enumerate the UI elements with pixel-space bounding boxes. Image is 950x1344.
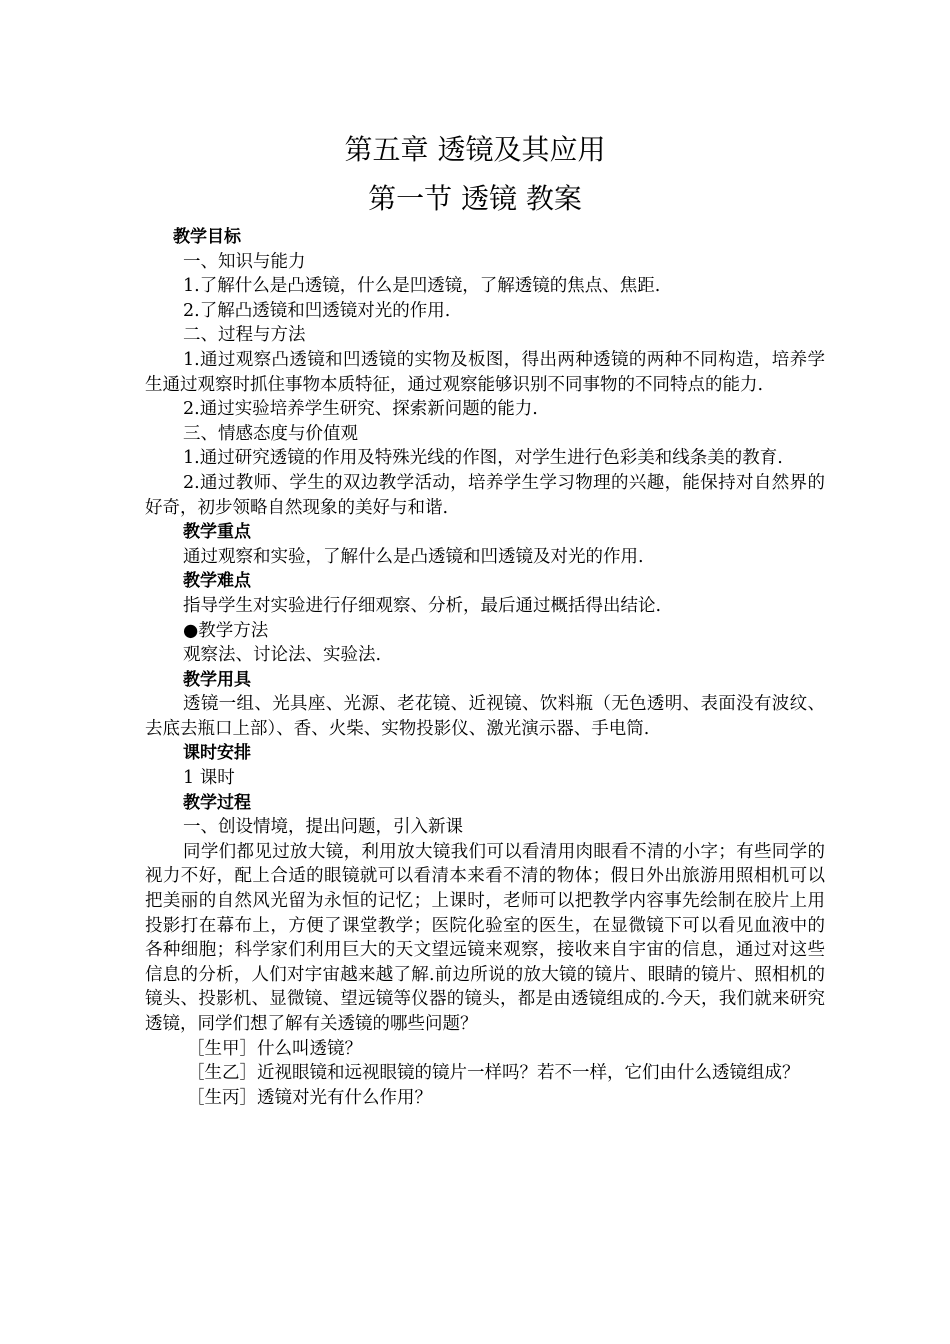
chapter-title: 第五章 透镜及其应用	[344, 133, 606, 166]
document-body	[145, 225, 825, 1110]
attitude-item-2: 2.通过教师、学生的双边教学活动，培养学生学习物理的兴趣，能保持对自然界的好奇，初步领略自然现象的美好与和谐.	[145, 472, 825, 518]
student-c-question: ［生丙］透镜对光有什么作用？	[187, 1087, 432, 1108]
difficulty-heading: 教学难点	[183, 571, 251, 592]
lesson-title: 第一节 透镜 教案	[368, 182, 582, 215]
process-item-1: 1.通过观察凸透镜和凹透镜的实物及板图，得出两种透镜的两种不同构造，培养学生通过观察时抓住事物本质特征，通过观察能够识别不同事物的不同特点的能力.	[145, 349, 825, 395]
key-points-heading: 教学重点	[183, 522, 251, 543]
difficulty-text: 指导学生对实验进行仔细观察、分析，最后通过概括得出结论.	[183, 595, 662, 616]
schedule-heading: 课时安排	[183, 743, 251, 764]
student-b-question: ［生乙］近视眼镜和远视眼镜的镜片一样吗？若不一样，它们由什么透镜组成？	[187, 1063, 800, 1084]
knowledge-item-1: 1.了解什么是凸透镜，什么是凹透镜，了解透镜的焦点、焦距.	[183, 276, 661, 297]
procedure-intro: 同学们都见过放大镜，利用放大镜我们可以看清用肉眼看不清的小字；有些同学的视力不好，配上合适的眼镜就可以看清本来看不清的物体；假日外出旅游用照相机可以把美丽的自然风光留为永恒的记忆；上课时，老师可以把教学内容事先绘制在胶片上用投影打在幕布上，方便了课堂教学；医院化验室的医生，在显微镜下可以看见血液中的各种细胞；科学家们利用巨大的天文望远镜来观察，接收来自宇宙的信息，通过对这些信息的分析，人们对宇宙越来越了解.前边所说的放大镜的镜片、眼睛的镜片、照相机的镜头、投影机、显微镜、望远镜等仪器的镜头，都是由透镜组成的.今天，我们就来研究透镜，同学们想了解有关透镜的哪些问题？	[145, 841, 825, 1034]
attitude-item-1: 1.通过研究透镜的作用及特殊光线的作图，对学生进行色彩美和线条美的教育.	[183, 448, 783, 469]
knowledge-item-2: 2.了解凸透镜和凹透镜对光的作用.	[183, 300, 451, 321]
tools-text: 透镜一组、光具座、光源、老花镜、近视镜、饮料瓶（无色透明、表面没有波纹、去底去瓶口上部）、香、火柴、实物投影仪、激光演示器、手电筒.	[145, 694, 825, 739]
procedure-heading: 教学过程	[183, 792, 251, 813]
student-a-question: ［生甲］什么叫透镜？	[187, 1038, 362, 1059]
process-item-2: 2.通过实验培养学生研究、探索新问题的能力.	[183, 399, 538, 420]
schedule-text: 1 课时	[183, 768, 235, 789]
knowledge-heading: 一、知识与能力	[183, 251, 306, 272]
procedure-step-1: 一、创设情境，提出问题，引入新课	[183, 817, 463, 838]
method-text: 观察法、讨论法、实验法.	[183, 645, 382, 666]
objectives-heading: 教学目标	[173, 227, 241, 247]
key-points-text: 通过观察和实验，了解什么是凸透镜和凹透镜及对光的作用.	[183, 546, 644, 567]
process-heading: 二、过程与方法	[183, 325, 306, 346]
tools-heading: 教学用具	[183, 669, 251, 690]
method-heading: ●教学方法	[183, 620, 269, 641]
attitude-heading: 三、情感态度与价值观	[183, 423, 358, 444]
